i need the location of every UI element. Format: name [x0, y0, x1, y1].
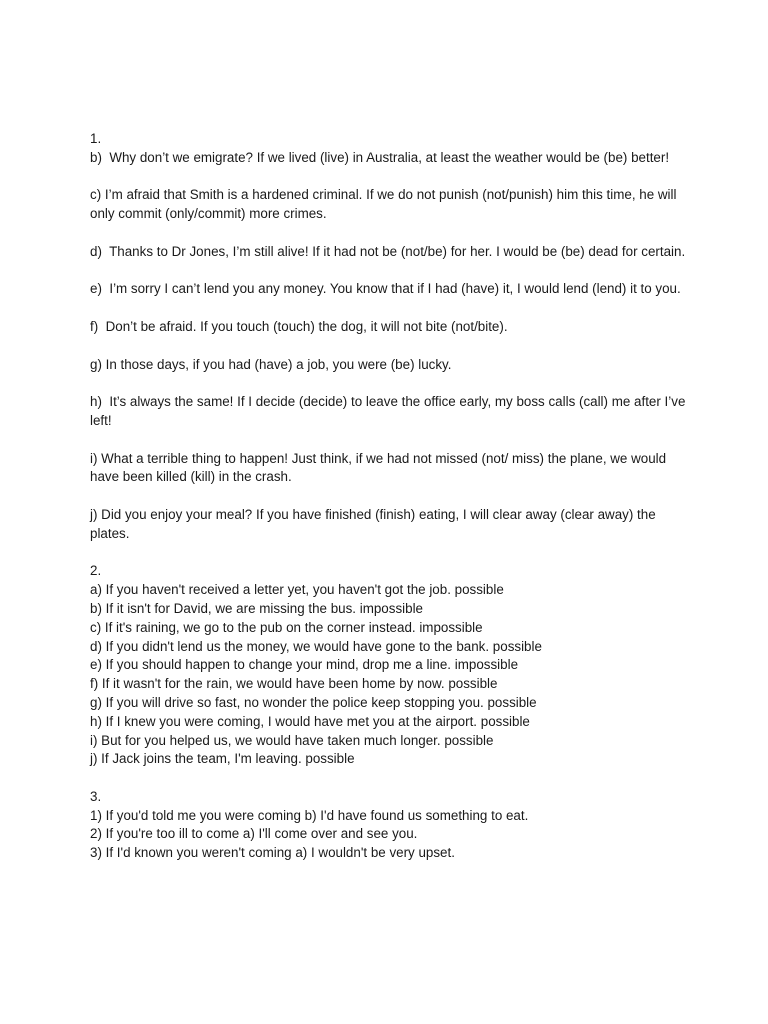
exercise-1-item-j: j) Did you enjoy your meal? If you have finished (finish) eating, I will clear away (clear away) the plates.	[90, 506, 660, 541]
exercise-2-item-d: d) If you didn't lend us the money, we would have gone to the bank. possible	[90, 638, 542, 654]
exercise-3-item-2: 2) If you're too ill to come a) I'll come over and see you.	[90, 826, 418, 842]
exercise-2-item-e: e) If you should happen to change your mind, drop me a line. impossible	[90, 657, 519, 673]
exercise-2-item-h: h) If I knew you were coming, I would have met you at the airport. possible	[90, 713, 530, 729]
exercise-1-item-g: g) In those days, if you had (have) a job, you were (be) lucky.	[90, 356, 452, 372]
exercise-1-item-b: b) Why don’t we emigrate? If we lived (live) in Australia, at least the weather would be (be) better!	[90, 149, 670, 165]
exercise-2-number: 2.	[90, 563, 102, 579]
exercise-1-number: 1.	[90, 131, 102, 146]
exercise-1-item-d: d) Thanks to Dr Jones, I’m still alive! If it had not be (not/be) for her. I would be (be) dead for certain.	[90, 243, 686, 259]
exercise-2-item-g: g) If you will drive so fast, no wonder the police keep stopping you. possible	[90, 694, 537, 710]
exercise-1-item-c: c) I’m afraid that Smith is a hardened criminal. If we do not punish (not/punish) him this time, he will only commit (only/commit) more crimes.	[90, 187, 681, 222]
exercise-2-item-f: f) If it wasn't for the rain, we would have been home by now. possible	[90, 676, 498, 692]
exercise-2-item-j: j) If Jack joins the team, I'm leaving. possible	[90, 751, 355, 767]
exercise-3	[90, 788, 690, 863]
exercise-1-item-h: h) It’s always the same! If I decide (decide) to leave the office early, my boss calls (call) me after I’ve left!	[90, 394, 690, 428]
exercise-2-item-i: i) But for you helped us, we would have taken much longer. possible	[90, 732, 494, 748]
exercise-1-item-i: i) What a terrible thing to happen! Just think, if we had not missed (not/ miss) the plane, we would have been killed (kill) in the crash.	[90, 450, 670, 485]
exercise-1-item-e: e) I’m sorry I can’t lend you any money. You know that if I had (have) it, I would lend (lend) it to you.	[90, 281, 681, 297]
exercise-2	[90, 562, 690, 769]
exercise-3-item-3: 3) If I'd known you weren't coming a) I wouldn't be very upset.	[90, 845, 455, 861]
exercise-3-item-1: 1) If you'd told me you were coming b) I'd have found us something to eat.	[90, 807, 529, 823]
exercise-2-item-b: b) If it isn't for David, we are missing the bus. impossible	[90, 600, 423, 616]
exercise-3-number: 3.	[90, 788, 102, 804]
document-page	[90, 130, 690, 882]
exercise-2-item-a: a) If you haven't received a letter yet, you haven't got the job. possible	[90, 582, 504, 598]
exercise-2-item-c: c) If it's raining, we go to the pub on the corner instead. impossible	[90, 619, 483, 635]
exercise-1-item-f: f) Don’t be afraid. If you touch (touch) the dog, it will not bite (not/bite).	[90, 318, 508, 334]
exercise-1	[90, 130, 690, 544]
